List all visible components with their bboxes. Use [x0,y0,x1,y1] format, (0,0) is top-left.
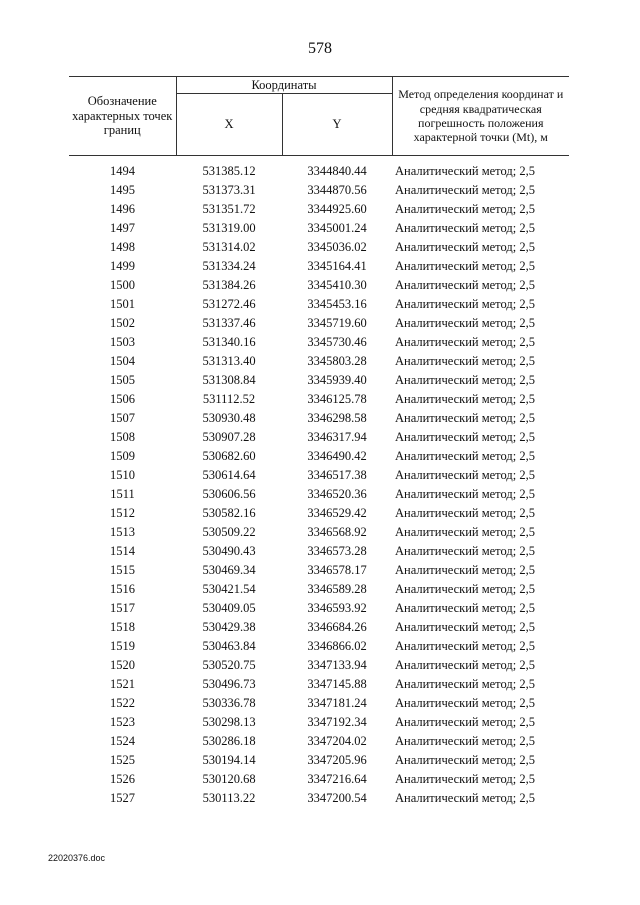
point-id-cell: 1511 [110,487,135,502]
method-cell: Аналитический метод; 2,5 [395,506,535,521]
table-row [69,542,569,561]
y-coordinate-cell: 3345453.16 [307,297,367,312]
method-cell: Аналитический метод; 2,5 [395,278,535,293]
x-coordinate-cell: 530509.22 [202,525,256,540]
x-coordinate-cell: 530429.38 [202,620,256,635]
x-coordinate-cell: 531308.84 [202,373,256,388]
point-id-cell: 1514 [110,544,135,559]
point-id-cell: 1508 [110,430,135,445]
method-cell: Аналитический метод; 2,5 [395,240,535,255]
coordinates-table [69,76,569,808]
table-row [69,789,569,808]
point-id-cell: 1509 [110,449,135,464]
y-coordinate-cell: 3346317.94 [307,430,367,445]
y-coordinate-cell: 3346593.92 [307,601,367,616]
method-cell: Аналитический метод; 2,5 [395,411,535,426]
y-coordinate-cell: 3344840.44 [307,164,367,179]
y-coordinate-cell: 3346568.92 [307,525,367,540]
method-cell: Аналитический метод; 2,5 [395,316,535,331]
method-cell: Аналитический метод; 2,5 [395,297,535,312]
y-coordinate-cell: 3347200.54 [307,791,367,806]
x-coordinate-cell: 531112.52 [202,392,256,407]
x-coordinate-cell: 530682.60 [202,449,256,464]
table-row [69,466,569,485]
method-cell: Аналитический метод; 2,5 [395,639,535,654]
point-id-cell: 1495 [110,183,135,198]
method-cell: Аналитический метод; 2,5 [395,715,535,730]
table-row [69,219,569,238]
point-id-cell: 1512 [110,506,135,521]
point-id-cell: 1503 [110,335,135,350]
table-body [69,156,569,809]
method-cell: Аналитический метод; 2,5 [395,620,535,635]
x-coordinate-cell: 530113.22 [202,791,256,806]
method-cell: Аналитический метод; 2,5 [395,658,535,673]
point-id-cell: 1507 [110,411,135,426]
x-coordinate-cell: 531272.46 [202,297,256,312]
y-coordinate-cell: 3344925.60 [307,202,367,217]
table-row [69,371,569,390]
table-row [69,200,569,219]
x-coordinate-cell: 530120.68 [202,772,256,787]
footer-filename: 22020376.doc [48,853,106,863]
x-coordinate-cell: 531314.02 [202,240,256,255]
table-row [69,428,569,447]
y-coordinate-cell: 3345730.46 [307,335,367,350]
point-id-cell: 1501 [110,297,135,312]
method-cell: Аналитический метод; 2,5 [395,544,535,559]
point-id-cell: 1522 [110,696,135,711]
method-cell: Аналитический метод; 2,5 [395,677,535,692]
x-coordinate-cell: 531319.00 [202,221,256,236]
point-id-cell: 1500 [110,278,135,293]
y-coordinate-cell: 3346520.36 [307,487,367,502]
y-coordinate-cell: 3347205.96 [307,753,367,768]
table-row [69,257,569,276]
table-row [69,295,569,314]
point-id-cell: 1513 [110,525,135,540]
table-row [69,751,569,770]
table-row [69,656,569,675]
y-coordinate-cell: 3347204.02 [307,734,367,749]
coordinates-header: Координаты [176,77,392,94]
x-coordinate-cell: 530469.34 [202,563,256,578]
x-coordinate-cell: 530490.43 [202,544,256,559]
y-coordinate-cell: 3346578.17 [307,563,367,578]
point-id-cell: 1523 [110,715,135,730]
x-coordinate-cell: 531373.31 [202,183,256,198]
y-coordinate-cell: 3345939.40 [307,373,367,388]
x-coordinate-cell: 531337.46 [202,316,256,331]
method-cell: Аналитический метод; 2,5 [395,468,535,483]
point-id-cell: 1498 [110,240,135,255]
table-row [69,409,569,428]
point-id-cell: 1518 [110,620,135,635]
table-row [69,485,569,504]
table-row [69,561,569,580]
method-cell: Аналитический метод; 2,5 [395,430,535,445]
point-id-cell: 1527 [110,791,135,806]
x-coordinate-cell: 531351.72 [202,202,256,217]
method-cell: Аналитический метод; 2,5 [395,373,535,388]
method-cell: Аналитический метод; 2,5 [395,202,535,217]
method-cell: Аналитический метод; 2,5 [395,392,535,407]
method-cell: Аналитический метод; 2,5 [395,164,535,179]
y-coordinate-cell: 3345410.30 [307,278,367,293]
table-row [69,675,569,694]
y-coordinate-cell: 3346589.28 [307,582,367,597]
designation-header: Обозначение характерных точек границ [69,77,176,156]
y-coordinate-cell: 3345001.24 [307,221,367,236]
y-coordinate-cell: 3346529.42 [307,506,367,521]
point-id-cell: 1517 [110,601,135,616]
table-row [69,447,569,466]
x-coordinate-cell: 530336.78 [202,696,256,711]
table-row [69,352,569,371]
y-coordinate-cell: 3346125.78 [307,392,367,407]
point-id-cell: 1497 [110,221,135,236]
method-cell: Аналитический метод; 2,5 [395,259,535,274]
table-row [69,599,569,618]
point-id-cell: 1520 [110,658,135,673]
table-row [69,238,569,257]
y-coordinate-cell: 3347145.88 [307,677,367,692]
method-cell: Аналитический метод; 2,5 [395,753,535,768]
point-id-cell: 1526 [110,772,135,787]
table-row [69,694,569,713]
point-id-cell: 1502 [110,316,135,331]
y-coordinate-cell: 3345803.28 [307,354,367,369]
y-header: Y [282,94,392,156]
method-cell: Аналитический метод; 2,5 [395,734,535,749]
point-id-cell: 1524 [110,734,135,749]
table-row [69,276,569,295]
method-cell: Аналитический метод; 2,5 [395,221,535,236]
page-number: 578 [308,40,332,57]
table-row [69,637,569,656]
y-coordinate-cell: 3346573.28 [307,544,367,559]
y-coordinate-cell: 3346490.42 [307,449,367,464]
method-cell: Аналитический метод; 2,5 [395,354,535,369]
method-cell: Аналитический метод; 2,5 [395,183,535,198]
point-id-cell: 1506 [110,392,135,407]
x-coordinate-cell: 530421.54 [202,582,256,597]
method-cell: Аналитический метод; 2,5 [395,791,535,806]
point-id-cell: 1515 [110,563,135,578]
x-coordinate-cell: 530409.05 [202,601,256,616]
point-id-cell: 1525 [110,753,135,768]
y-coordinate-cell: 3347181.24 [307,696,367,711]
table-row [69,181,569,200]
x-coordinate-cell: 530496.73 [202,677,256,692]
x-coordinate-cell: 531384.26 [202,278,256,293]
x-coordinate-cell: 530286.18 [202,734,256,749]
x-coordinate-cell: 530907.28 [202,430,256,445]
x-coordinate-cell: 530582.16 [202,506,256,521]
y-coordinate-cell: 3347216.64 [307,772,367,787]
table-row [69,390,569,409]
y-coordinate-cell: 3345719.60 [307,316,367,331]
method-cell: Аналитический метод; 2,5 [395,582,535,597]
method-cell: Аналитический метод; 2,5 [395,525,535,540]
table-row [69,523,569,542]
y-coordinate-cell: 3346517.38 [307,468,367,483]
y-coordinate-cell: 3347192.34 [307,715,367,730]
point-id-cell: 1516 [110,582,135,597]
y-coordinate-cell: 3346298.58 [307,411,367,426]
x-coordinate-cell: 531313.40 [202,354,256,369]
method-cell: Аналитический метод; 2,5 [395,487,535,502]
point-id-cell: 1496 [110,202,135,217]
table-row [69,580,569,599]
point-id-cell: 1505 [110,373,135,388]
y-coordinate-cell: 3344870.56 [307,183,367,198]
x-coordinate-cell: 530194.14 [202,753,256,768]
point-id-cell: 1521 [110,677,135,692]
x-coordinate-cell: 531385.12 [202,164,256,179]
table-row [69,333,569,352]
x-coordinate-cell: 530463.84 [202,639,256,654]
method-cell: Аналитический метод; 2,5 [395,601,535,616]
x-coordinate-cell: 530614.64 [202,468,256,483]
method-cell: Аналитический метод; 2,5 [395,563,535,578]
table-row [69,504,569,523]
point-id-cell: 1510 [110,468,135,483]
table-row [69,314,569,333]
y-coordinate-cell: 3345036.02 [307,240,367,255]
y-coordinate-cell: 3346866.02 [307,639,367,654]
x-coordinate-cell: 530298.13 [202,715,256,730]
method-cell: Аналитический метод; 2,5 [395,449,535,464]
point-id-cell: 1504 [110,354,135,369]
x-header: X [176,94,282,156]
y-coordinate-cell: 3346684.26 [307,620,367,635]
y-coordinate-cell: 3347133.94 [307,658,367,673]
point-id-cell: 1494 [110,164,135,179]
x-coordinate-cell: 530930.48 [202,411,256,426]
point-id-cell: 1519 [110,639,135,654]
table-row [69,618,569,637]
x-coordinate-cell: 531334.24 [202,259,256,274]
method-cell: Аналитический метод; 2,5 [395,696,535,711]
method-header: Метод определения координат и средняя квадратическая погрешность положения характерной точки (Mt), м [392,77,569,156]
point-id-cell: 1499 [110,259,135,274]
x-coordinate-cell: 530520.75 [202,658,256,673]
x-coordinate-cell: 531340.16 [202,335,256,350]
method-cell: Аналитический метод; 2,5 [395,335,535,350]
method-cell: Аналитический метод; 2,5 [395,772,535,787]
table-row [69,770,569,789]
table-row [69,713,569,732]
y-coordinate-cell: 3345164.41 [307,259,367,274]
x-coordinate-cell: 530606.56 [202,487,256,502]
table-row [69,156,569,182]
table-row [69,732,569,751]
